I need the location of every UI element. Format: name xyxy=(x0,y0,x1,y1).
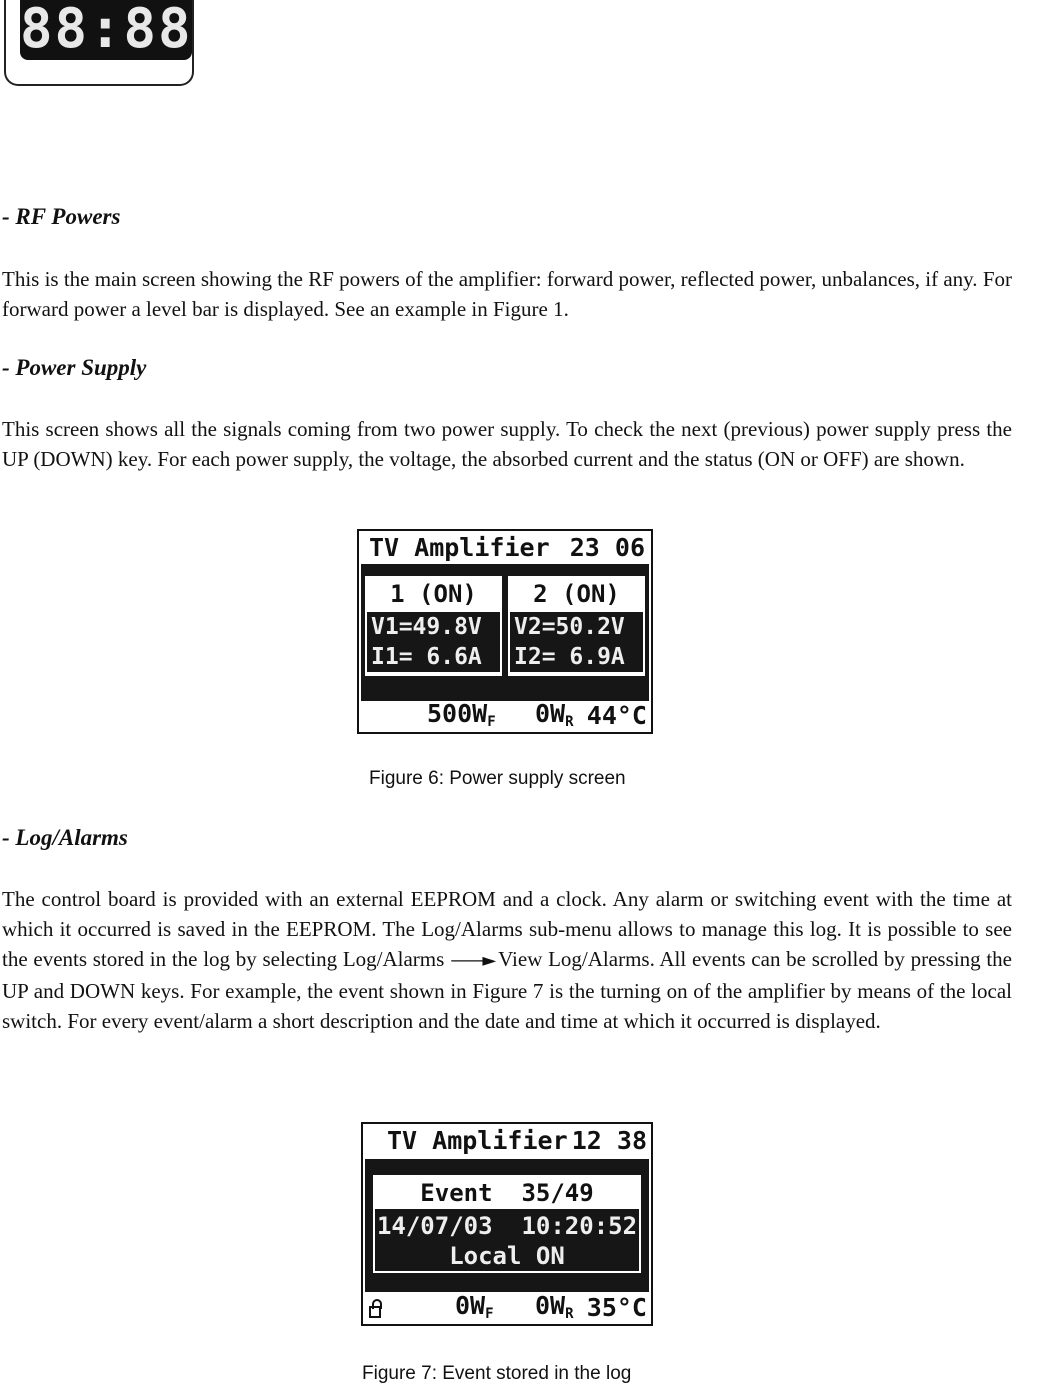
reflected-power-readout xyxy=(535,1291,574,1322)
clock-display-frame xyxy=(4,0,194,86)
figure-7-caption: Figure 7: Event stored in the log xyxy=(362,1363,632,1384)
power-supply-1-box xyxy=(365,576,502,676)
event-counter: Event 35/49 xyxy=(375,1177,639,1209)
temperature-readout: 35°C xyxy=(586,1293,647,1322)
power-supply-2-voltage: V2=50.2V xyxy=(510,612,643,642)
power-supply-lcd xyxy=(357,529,653,734)
paragraph-log-alarms xyxy=(2,884,1012,1036)
paragraph-log-alarms-part1: The control board is provided with an external EEPROM and a clock. Any alarm or switching event with the time at which it occurred is saved in the EEPROM. The Log/Alarms sub-menu allows to manage this log. It is possible to see the events stored in the log by selecting Log/Alarms xyxy=(2,887,1012,971)
power-supply-2-box xyxy=(508,576,645,676)
power-supply-1-voltage: V1=49.8V xyxy=(367,612,500,642)
paragraph-rf-powers: This is the main screen showing the RF powers of the amplifier: forward power, reflected power, unbalances, if any. For forward power a level bar is displayed. See an example in Figure 1. xyxy=(2,267,1012,321)
forward-power-value: 500W xyxy=(427,699,488,728)
power-supply-1-status: 1 (ON) xyxy=(367,578,500,610)
event-log-lcd xyxy=(361,1122,653,1326)
temperature-readout: 44°C xyxy=(586,701,647,730)
reflected-power-subscript: R xyxy=(565,1306,574,1322)
forward-power-subscript: F xyxy=(487,714,496,730)
reflected-power-value: 0W xyxy=(535,1291,566,1320)
figure-6-caption: Figure 6: Power supply screen xyxy=(369,768,626,789)
right-arrow-icon: ——► xyxy=(450,950,495,971)
power-supply-2-current: I2= 6.9A xyxy=(510,642,643,672)
forward-power-readout xyxy=(427,699,496,730)
power-supply-2-status: 2 (ON) xyxy=(510,578,643,610)
lcd-dark-panel xyxy=(365,1159,649,1292)
reflected-power-value: 0W xyxy=(535,699,566,728)
lcd-title: TV Amplifier xyxy=(369,533,550,562)
heading-rf-powers: - RF Powers xyxy=(2,204,121,229)
lcd-title: TV Amplifier xyxy=(387,1126,568,1155)
event-description: Local ON xyxy=(449,1242,565,1270)
clock-display: 88:88 xyxy=(20,0,193,60)
forward-power-value: 0W xyxy=(455,1291,486,1320)
lock-icon xyxy=(369,1306,381,1318)
power-supply-1-current: I1= 6.6A xyxy=(367,642,500,672)
heading-log-alarms: - Log/Alarms xyxy=(2,825,128,850)
forward-power-subscript: F xyxy=(485,1306,494,1322)
reflected-power-readout xyxy=(535,699,574,730)
event-datetime: 14/07/03 10:20:52 xyxy=(376,1212,638,1240)
paragraph-power-supply: This screen shows all the signals coming from two power supply. To check the next (previous) power supply press the UP (DOWN) key. For each power supply, the voltage, the absorbed current and the status (ON or OFF) are shown. xyxy=(2,417,1012,471)
event-box xyxy=(373,1175,641,1273)
reflected-power-subscript: R xyxy=(565,714,574,730)
lcd-dark-panel xyxy=(361,564,649,701)
forward-power-readout xyxy=(455,1291,494,1322)
paragraph-log-alarms-part2: View Log/Alarms. All events can be scrolled by pressing the UP and DOWN keys. For example, the event shown in Figure 7 is the turning on of the amplifier by means of the local switch. For every event/alarm a short description and the date and time at which it occurred is displayed. xyxy=(2,947,1012,1033)
heading-power-supply: - Power Supply xyxy=(2,355,147,380)
lcd-clock: 23 06 xyxy=(569,533,645,562)
lcd-clock: 12 38 xyxy=(571,1126,647,1155)
